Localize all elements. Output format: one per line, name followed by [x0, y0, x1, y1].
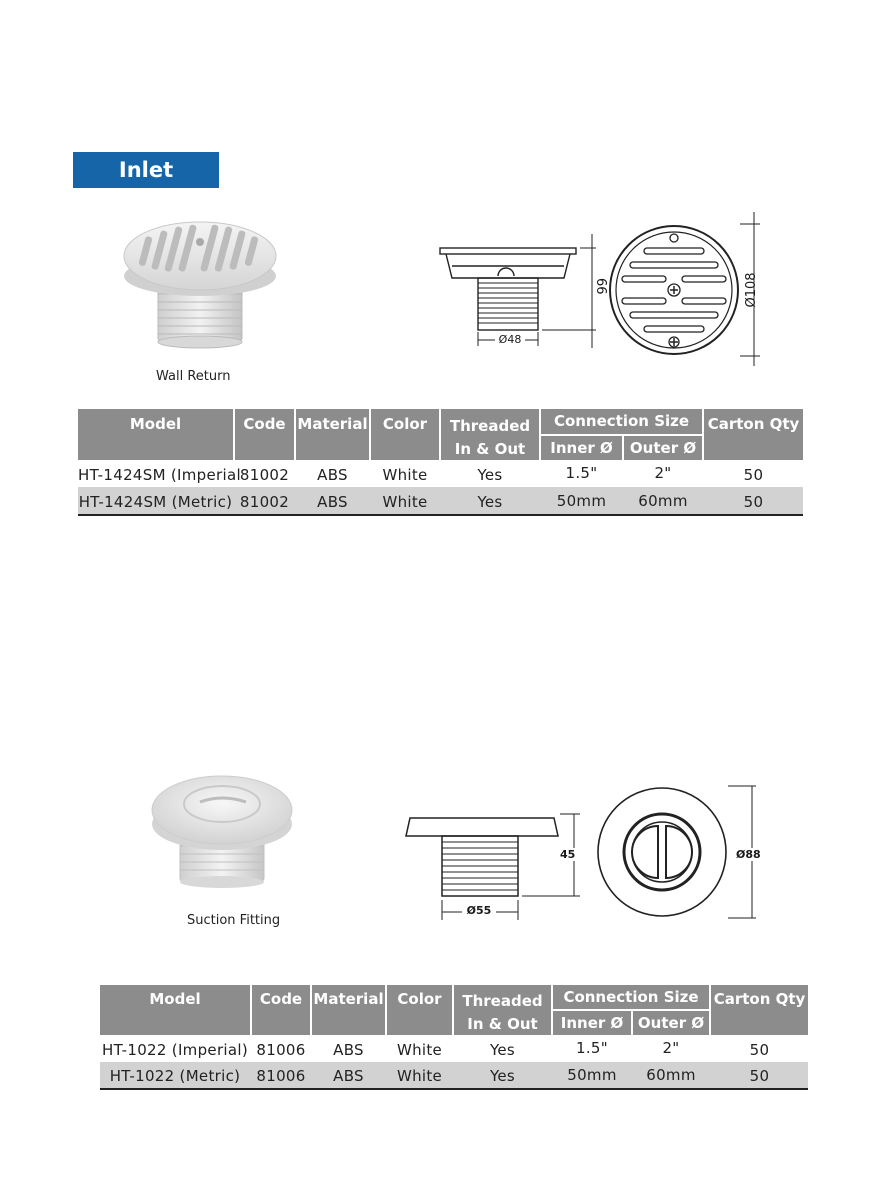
height-dimension-label: 45: [560, 848, 576, 861]
cell-model: HT-1022 (Metric): [109, 1067, 241, 1085]
header-threaded: Threaded: [462, 992, 543, 1010]
cell-color: White: [382, 466, 428, 484]
header-color: Color: [397, 990, 442, 1008]
cell-inner: 1.5": [565, 464, 598, 482]
header-carton-qty: Carton Qty: [707, 415, 800, 433]
cell-inner: 50mm: [556, 492, 607, 510]
cell-color: White: [396, 1067, 443, 1085]
table-bottom-rule: [100, 1088, 808, 1090]
header-code: Code: [259, 990, 303, 1008]
wall-return-photo: [120, 214, 280, 349]
cell-threaded: Yes: [477, 493, 503, 511]
outer-diameter-label: Ø108: [744, 272, 759, 308]
cell-inner: 50mm: [567, 1066, 617, 1084]
section-title: Inlet Fittings: [73, 152, 219, 188]
cell-code: 81002: [239, 466, 290, 484]
cell-carton: 50: [743, 493, 764, 511]
cell-carton: 50: [749, 1067, 770, 1085]
header-inner: Inner Ø: [550, 439, 613, 457]
table-bottom-rule: [78, 514, 803, 516]
cell-model: HT-1424SM (Imperial: [78, 466, 241, 484]
header-material: Material: [297, 415, 368, 433]
cell-outer: 2": [654, 464, 672, 482]
cell-code: 81006: [256, 1041, 306, 1059]
cell-outer: 60mm: [638, 492, 688, 510]
cell-code: 81006: [256, 1067, 306, 1085]
cell-color: White: [382, 493, 428, 511]
cell-material: ABS: [317, 466, 348, 484]
header-code: Code: [243, 415, 286, 433]
header-material: Material: [313, 990, 384, 1008]
cell-threaded: Yes: [489, 1041, 516, 1059]
header-model: Model: [149, 990, 201, 1008]
header-outer: Outer Ø: [637, 1014, 705, 1032]
header-threaded-2: In & Out: [454, 440, 526, 458]
product-caption: Suction Fitting: [187, 913, 281, 928]
header-threaded-2: In & Out: [467, 1015, 538, 1033]
suction-fitting-photo: [150, 772, 295, 890]
cell-model: HT-1424SM (Metric): [78, 493, 233, 511]
outer-diameter-label: Ø88: [736, 848, 761, 861]
cell-carton: 50: [749, 1041, 770, 1059]
cell-model: HT-1022 (Imperial): [101, 1041, 248, 1059]
cell-outer: 2": [662, 1039, 680, 1057]
cell-material: ABS: [333, 1041, 364, 1059]
header-color: Color: [382, 415, 428, 433]
cell-threaded: Yes: [489, 1067, 516, 1085]
cell-outer: 60mm: [646, 1066, 696, 1084]
product-caption: Wall Return: [156, 369, 231, 384]
header-connection-size: Connection Size: [553, 412, 690, 430]
header-threaded: Threaded: [449, 417, 531, 435]
header-outer: Outer Ø: [629, 439, 697, 457]
cell-threaded: Yes: [477, 466, 503, 484]
height-dimension-label: 66: [593, 278, 608, 295]
header-model: Model: [129, 415, 182, 433]
cell-inner: 1.5": [576, 1039, 608, 1057]
thread-diameter-label: Ø48: [495, 333, 525, 346]
header-connection-size: Connection Size: [563, 988, 699, 1006]
cell-material: ABS: [333, 1067, 364, 1085]
header-inner: Inner Ø: [560, 1014, 624, 1032]
cell-carton: 50: [743, 466, 764, 484]
cell-material: ABS: [317, 493, 348, 511]
cell-code: 81002: [239, 493, 290, 511]
header-carton-qty: Carton Qty: [713, 990, 806, 1008]
thread-diameter-label: Ø55: [462, 904, 496, 917]
cell-color: White: [396, 1041, 443, 1059]
